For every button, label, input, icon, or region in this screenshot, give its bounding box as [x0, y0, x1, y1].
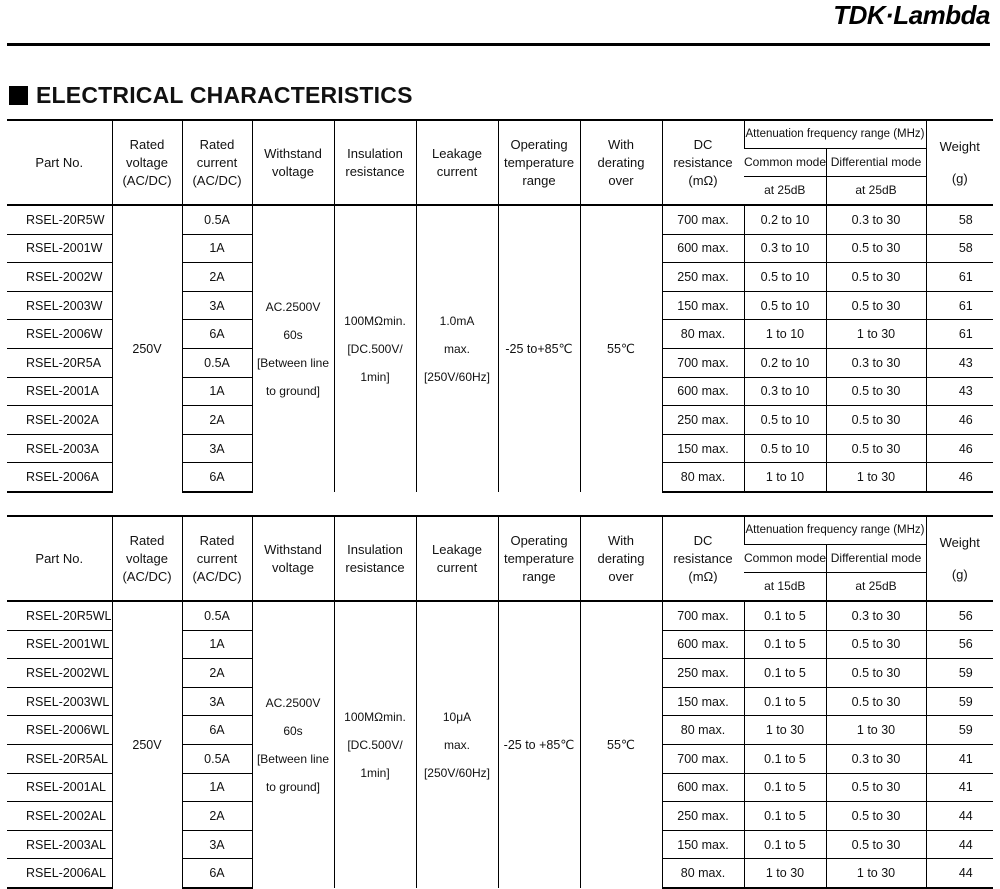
header-line: (AC/DC)	[192, 568, 242, 584]
rated-current-cell: 1A	[182, 773, 252, 802]
header-line: With	[608, 136, 634, 152]
header-line: range	[522, 172, 556, 188]
header-line: range	[522, 568, 556, 584]
differential-mode-cell: 0.5 to 30	[826, 659, 926, 688]
dc-resistance-cell: 150 max.	[662, 291, 744, 320]
rated-current-cell: 6A	[182, 716, 252, 745]
differential-mode-cell: 0.5 to 30	[826, 802, 926, 831]
header-line: Rated	[199, 532, 235, 548]
header-line: to ground]	[265, 779, 321, 794]
header-common-mode: Common mode	[744, 544, 826, 572]
weight-cell: 61	[926, 263, 993, 292]
common-mode-cell: 0.1 to 5	[744, 773, 826, 802]
leakage-current-cell	[416, 205, 498, 492]
part-number-cell: RSEL-2002A	[7, 406, 112, 435]
common-mode-cell: 0.2 to 10	[744, 348, 826, 377]
differential-mode-cell: 1 to 30	[826, 463, 926, 492]
part-number-cell: RSEL-2003A	[7, 434, 112, 463]
weight-cell: 41	[926, 773, 993, 802]
header-line: [DC.500V/	[347, 737, 403, 752]
common-mode-cell: 1 to 30	[744, 859, 826, 888]
common-mode-cell: 0.1 to 5	[744, 630, 826, 659]
insulation-resistance-cell	[334, 601, 416, 888]
header-differential-mode-db: at 25dB	[826, 176, 926, 205]
header-line: (mΩ)	[688, 172, 718, 188]
header-line: 1min]	[360, 369, 390, 384]
header-withstand-voltage	[252, 120, 334, 205]
weight-cell: 59	[926, 716, 993, 745]
header-line: DC	[693, 532, 713, 548]
rated-current-cell: 6A	[182, 320, 252, 349]
header-line: Weight	[939, 138, 980, 154]
header-common-mode-db: at 25dB	[744, 176, 826, 205]
header-weight	[926, 516, 993, 601]
withstand-voltage-cell	[252, 205, 334, 492]
weight-cell: 59	[926, 659, 993, 688]
header-line: Leakage	[432, 541, 482, 557]
header-line: 100MΩmin.	[344, 313, 406, 328]
header-line: [250V/60Hz]	[423, 369, 491, 384]
dc-resistance-cell: 80 max.	[662, 320, 744, 349]
common-mode-cell: 0.1 to 5	[744, 601, 826, 630]
header-operating-temperature	[498, 516, 580, 601]
part-number-cell: RSEL-2006A	[7, 463, 112, 492]
header-operating-temperature	[498, 120, 580, 205]
weight-cell: 56	[926, 630, 993, 659]
header-line: Withstand	[264, 145, 322, 161]
common-mode-cell: 0.1 to 5	[744, 802, 826, 831]
weight-cell: 58	[926, 234, 993, 263]
header-line: temperature	[503, 550, 575, 566]
header-common-mode: Common mode	[744, 148, 826, 176]
weight-cell: 41	[926, 744, 993, 773]
dc-resistance-cell: 150 max.	[662, 687, 744, 716]
header-line: 1.0mA	[439, 313, 475, 328]
rated-current-cell: 2A	[182, 802, 252, 831]
header-line: Insulation	[347, 145, 403, 161]
header-line: DC	[693, 136, 713, 152]
header-line: Rated	[129, 532, 165, 548]
differential-mode-cell: 0.5 to 30	[826, 234, 926, 263]
spec-table-standard	[7, 119, 993, 493]
operating-temperature-cell: -25 to +85℃	[498, 601, 580, 888]
differential-mode-cell: 0.5 to 30	[826, 687, 926, 716]
header-line: resistance	[673, 154, 733, 170]
header-line: Withstand	[264, 541, 322, 557]
dc-resistance-cell: 600 max.	[662, 773, 744, 802]
common-mode-cell: 0.5 to 10	[744, 263, 826, 292]
header-line: Part No.	[35, 550, 84, 566]
header-attenuation: Attenuation frequency range (MHz)	[744, 516, 926, 544]
differential-mode-cell: 0.3 to 30	[826, 601, 926, 630]
header-line: resistance	[673, 550, 733, 566]
header-rule	[7, 43, 990, 46]
header-line: current	[436, 559, 478, 575]
weight-cell: 46	[926, 434, 993, 463]
rated-current-cell: 1A	[182, 377, 252, 406]
rated-current-cell: 3A	[182, 291, 252, 320]
header-line: AC.2500V	[265, 695, 321, 710]
header-line: With	[608, 532, 634, 548]
header-insulation-resistance	[334, 120, 416, 205]
dc-resistance-cell: 150 max.	[662, 434, 744, 463]
header-common-mode-db: at 15dB	[744, 572, 826, 601]
common-mode-cell: 0.3 to 10	[744, 234, 826, 263]
common-mode-cell: 1 to 30	[744, 716, 826, 745]
header-leakage-current	[416, 516, 498, 601]
dc-resistance-cell: 250 max.	[662, 263, 744, 292]
common-mode-cell: 0.1 to 5	[744, 687, 826, 716]
rated-voltage-cell: 250V	[112, 601, 182, 888]
dc-resistance-cell: 600 max.	[662, 234, 744, 263]
header-line: Part No.	[35, 154, 84, 170]
weight-cell: 43	[926, 348, 993, 377]
common-mode-cell: 0.5 to 10	[744, 291, 826, 320]
header-line: voltage	[126, 154, 168, 170]
differential-mode-cell: 0.3 to 30	[826, 744, 926, 773]
rated-voltage-cell: 250V	[112, 205, 182, 492]
part-number-cell: RSEL-2006WL	[7, 716, 112, 745]
differential-mode-cell: 1 to 30	[826, 716, 926, 745]
part-number-cell: RSEL-20R5W	[7, 205, 112, 234]
header-dc-resistance	[662, 516, 744, 601]
rated-current-cell: 1A	[182, 234, 252, 263]
operating-temperature-cell: -25 to+85℃	[498, 205, 580, 492]
dc-resistance-cell: 600 max.	[662, 377, 744, 406]
header-line: 1min]	[360, 765, 390, 780]
common-mode-cell: 0.1 to 5	[744, 744, 826, 773]
square-bullet-icon	[9, 86, 28, 105]
part-number-cell: RSEL-2001W	[7, 234, 112, 263]
part-number-cell: RSEL-20R5WL	[7, 601, 112, 630]
part-number-cell: RSEL-2002W	[7, 263, 112, 292]
header-line: resistance	[345, 559, 405, 575]
common-mode-cell: 0.3 to 10	[744, 377, 826, 406]
table-row	[7, 601, 993, 630]
part-number-cell: RSEL-2001A	[7, 377, 112, 406]
part-number-cell: RSEL-2002WL	[7, 659, 112, 688]
header-line: Insulation	[347, 541, 403, 557]
rated-current-cell: 2A	[182, 659, 252, 688]
common-mode-cell: 0.2 to 10	[744, 205, 826, 234]
brand-logo: TDK·Lambda	[833, 0, 990, 30]
derating-cell: 55℃	[580, 205, 662, 492]
header-rated-voltage	[112, 516, 182, 601]
header-line: voltage	[126, 550, 168, 566]
header-line: over	[608, 172, 634, 188]
header-line: (mΩ)	[688, 568, 718, 584]
header-line: derating	[597, 154, 645, 170]
rated-current-cell: 6A	[182, 463, 252, 492]
header-line: (g)	[951, 566, 968, 582]
weight-cell: 44	[926, 802, 993, 831]
differential-mode-cell: 1 to 30	[826, 859, 926, 888]
header-dc-resistance	[662, 120, 744, 205]
insulation-resistance-cell	[334, 205, 416, 492]
rated-current-cell: 1A	[182, 630, 252, 659]
header-line: 10μA	[442, 709, 472, 724]
common-mode-cell: 0.1 to 5	[744, 830, 826, 859]
dc-resistance-cell: 700 max.	[662, 348, 744, 377]
header-line: current	[196, 154, 238, 170]
differential-mode-cell: 0.5 to 30	[826, 630, 926, 659]
header-differential-mode: Differential mode	[826, 148, 926, 176]
weight-cell: 44	[926, 830, 993, 859]
differential-mode-cell: 0.5 to 30	[826, 830, 926, 859]
weight-cell: 59	[926, 687, 993, 716]
header-line: voltage	[272, 163, 314, 179]
header-line: over	[608, 568, 634, 584]
differential-mode-cell: 0.5 to 30	[826, 406, 926, 435]
dc-resistance-cell: 700 max.	[662, 205, 744, 234]
dc-resistance-cell: 250 max.	[662, 659, 744, 688]
part-number-cell: RSEL-2003W	[7, 291, 112, 320]
common-mode-cell: 1 to 10	[744, 463, 826, 492]
dc-resistance-cell: 700 max.	[662, 601, 744, 630]
header-line: 60s	[283, 723, 303, 738]
part-number-cell: RSEL-2001AL	[7, 773, 112, 802]
header-rated-voltage	[112, 120, 182, 205]
header-line: current	[436, 163, 478, 179]
rated-current-cell: 0.5A	[182, 205, 252, 234]
header-derating	[580, 516, 662, 601]
common-mode-cell: 0.1 to 5	[744, 659, 826, 688]
weight-cell: 46	[926, 406, 993, 435]
rated-current-cell: 2A	[182, 263, 252, 292]
weight-cell: 61	[926, 291, 993, 320]
withstand-voltage-cell	[252, 601, 334, 888]
header-line: [250V/60Hz]	[423, 765, 491, 780]
part-number-cell: RSEL-2003AL	[7, 830, 112, 859]
header-line: (AC/DC)	[122, 568, 172, 584]
header-line: 100MΩmin.	[344, 709, 406, 724]
header-part-no	[7, 516, 112, 601]
weight-cell: 56	[926, 601, 993, 630]
header-line: current	[196, 550, 238, 566]
header-differential-mode-db: at 25dB	[826, 572, 926, 601]
weight-cell: 58	[926, 205, 993, 234]
section-title	[9, 80, 413, 110]
header-differential-mode: Differential mode	[826, 544, 926, 572]
dc-resistance-cell: 250 max.	[662, 802, 744, 831]
rated-current-cell: 0.5A	[182, 348, 252, 377]
header-line: (AC/DC)	[122, 172, 172, 188]
header-line: AC.2500V	[265, 299, 321, 314]
header-derating	[580, 120, 662, 205]
rated-current-cell: 3A	[182, 434, 252, 463]
header-part-no	[7, 120, 112, 205]
header-line: (AC/DC)	[192, 172, 242, 188]
common-mode-cell: 1 to 10	[744, 320, 826, 349]
rated-current-cell: 0.5A	[182, 601, 252, 630]
header-line: [DC.500V/	[347, 341, 403, 356]
part-number-cell: RSEL-2003WL	[7, 687, 112, 716]
header-line: temperature	[503, 154, 575, 170]
leakage-current-cell	[416, 601, 498, 888]
spec-table-low-leakage	[7, 515, 993, 889]
header-line: voltage	[272, 559, 314, 575]
dc-resistance-cell: 150 max.	[662, 830, 744, 859]
weight-cell: 43	[926, 377, 993, 406]
weight-cell: 44	[926, 859, 993, 888]
differential-mode-cell: 0.3 to 30	[826, 348, 926, 377]
dc-resistance-cell: 80 max.	[662, 463, 744, 492]
dc-resistance-cell: 700 max.	[662, 744, 744, 773]
differential-mode-cell: 0.5 to 30	[826, 434, 926, 463]
weight-cell: 61	[926, 320, 993, 349]
differential-mode-cell: 0.3 to 30	[826, 205, 926, 234]
header-line: to ground]	[265, 383, 321, 398]
part-number-cell: RSEL-2006W	[7, 320, 112, 349]
dc-resistance-cell: 250 max.	[662, 406, 744, 435]
header-line: Operating	[510, 136, 568, 152]
section-title-text: ELECTRICAL CHARACTERISTICS	[36, 81, 413, 108]
dc-resistance-cell: 80 max.	[662, 859, 744, 888]
header-line: (g)	[951, 170, 968, 186]
header-line: max.	[443, 341, 470, 356]
dc-resistance-cell: 600 max.	[662, 630, 744, 659]
rated-current-cell: 3A	[182, 830, 252, 859]
rated-current-cell: 6A	[182, 859, 252, 888]
part-number-cell: RSEL-2002AL	[7, 802, 112, 831]
header-line: [Between line	[256, 355, 330, 370]
rated-current-cell: 2A	[182, 406, 252, 435]
header-line: Operating	[510, 532, 568, 548]
differential-mode-cell: 0.5 to 30	[826, 291, 926, 320]
header-line: Leakage	[432, 145, 482, 161]
differential-mode-cell: 0.5 to 30	[826, 377, 926, 406]
derating-cell: 55℃	[580, 601, 662, 888]
rated-current-cell: 3A	[182, 687, 252, 716]
header-rated-current	[182, 120, 252, 205]
header-insulation-resistance	[334, 516, 416, 601]
header-line: derating	[597, 550, 645, 566]
part-number-cell: RSEL-2006AL	[7, 859, 112, 888]
common-mode-cell: 0.5 to 10	[744, 406, 826, 435]
common-mode-cell: 0.5 to 10	[744, 434, 826, 463]
table-row	[7, 205, 993, 234]
differential-mode-cell: 0.5 to 30	[826, 263, 926, 292]
header-line: 60s	[283, 327, 303, 342]
part-number-cell: RSEL-2001WL	[7, 630, 112, 659]
part-number-cell: RSEL-20R5AL	[7, 744, 112, 773]
header-line: Rated	[129, 136, 165, 152]
header-line: max.	[443, 737, 470, 752]
part-number-cell: RSEL-20R5A	[7, 348, 112, 377]
header-line: Rated	[199, 136, 235, 152]
header-line: [Between line	[256, 751, 330, 766]
header-weight	[926, 120, 993, 205]
header-leakage-current	[416, 120, 498, 205]
rated-current-cell: 0.5A	[182, 744, 252, 773]
header-attenuation: Attenuation frequency range (MHz)	[744, 120, 926, 148]
weight-cell: 46	[926, 463, 993, 492]
dc-resistance-cell: 80 max.	[662, 716, 744, 745]
differential-mode-cell: 0.5 to 30	[826, 773, 926, 802]
header-line: resistance	[345, 163, 405, 179]
header-rated-current	[182, 516, 252, 601]
header-withstand-voltage	[252, 516, 334, 601]
differential-mode-cell: 1 to 30	[826, 320, 926, 349]
header-line: Weight	[939, 534, 980, 550]
